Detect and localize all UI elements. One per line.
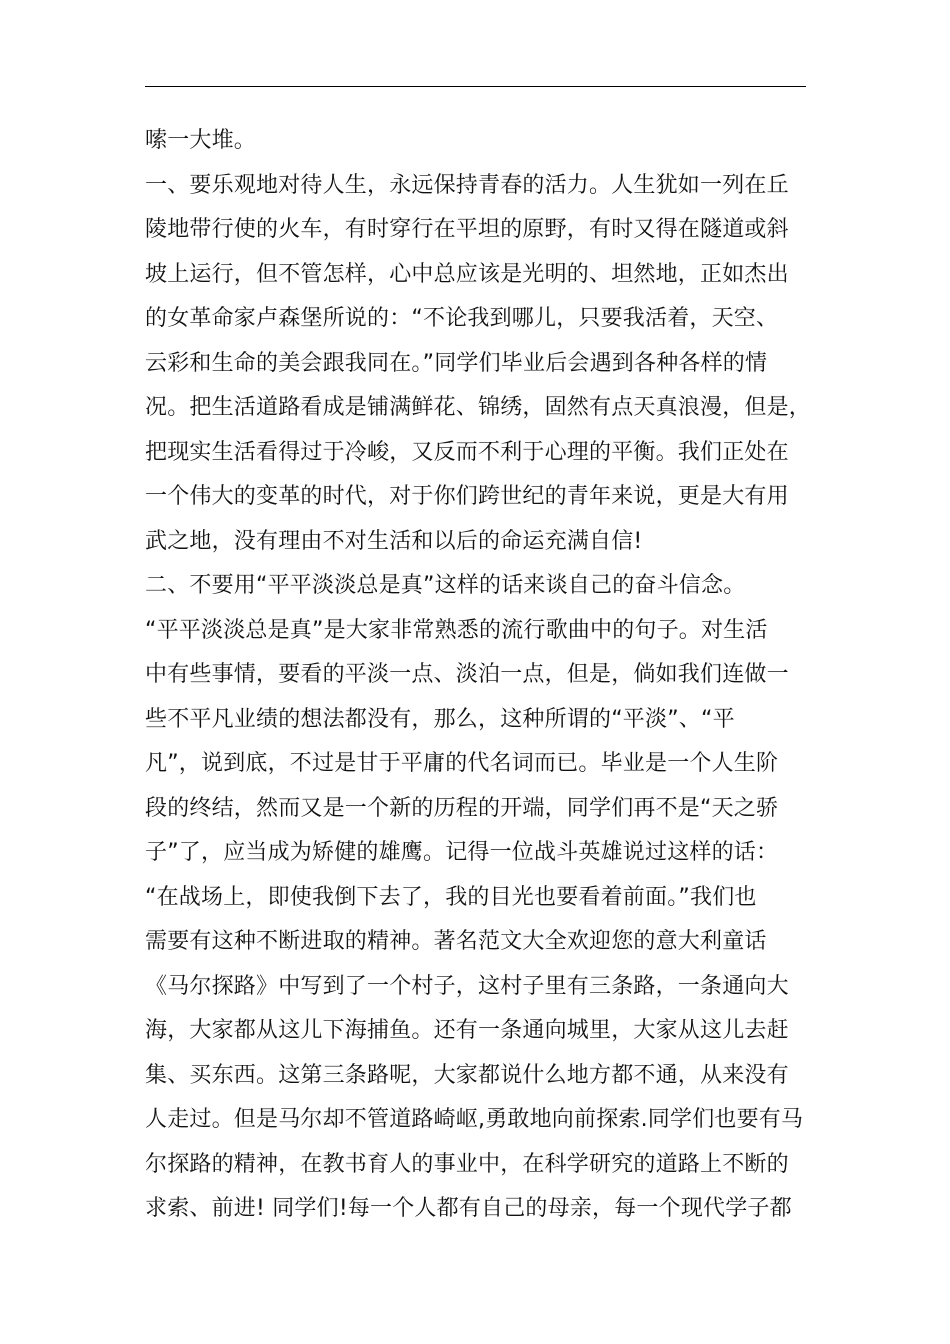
body-text [145, 119, 815, 1232]
text-line: 子”了，应当成为矫健的雄鹰。记得一位战斗英雄说过这样的话： [145, 840, 779, 865]
text-line: 把现实生活看得过于冷峻，又反而不利于心理的平衡。我们正处在 [145, 439, 789, 465]
text-line: 凡”，说到底，不过是甘于平庸的代名词而已。毕业是一个人生阶 [145, 751, 779, 776]
text-line: 集、买东西。这第三条路呢，大家都说什么地方都不通，从来没有 [145, 1062, 789, 1088]
text-line: 些不平凡业绩的想法都没有，那么，这种所谓的“平淡”、“平 [145, 706, 735, 732]
text-line: 一、要乐观地对待人生，永远保持青春的活力。人生犹如一列在丘 [145, 172, 789, 198]
text-line: 求索、前进! 同学们!每一个人都有自己的母亲，每一个现代学子都 [145, 1196, 792, 1221]
text-line: 的女革命家卢森堡所说的：“不论我到哪儿，只要我活着，天空、 [145, 306, 779, 331]
text-line: 二、不要用“平平淡淡总是真”这样的话来谈自己的奋斗信念。 [145, 573, 746, 598]
text-line: 况。把生活道路看成是铺满鲜花、锦绣，固然有点天真浪漫，但是， [145, 395, 812, 420]
text-line: 段的终结，然而又是一个新的历程的开端，同学们再不是“天之骄 [145, 795, 779, 821]
text-line: 陵地带行使的火车，有时穿行在平坦的原野，有时又得在隧道或斜 [145, 217, 789, 242]
header-rule [145, 86, 806, 87]
text-line: 需要有这种不断进取的精神。著名范文大全欢迎您的意大利童话 [145, 929, 767, 954]
text-line: “平平淡淡总是真”是大家非常熟悉的流行歌曲中的句子。对生活 [145, 617, 768, 643]
text-line: 云彩和生命的美会跟我同在。”同学们毕业后会遇到各种各样的情 [145, 350, 768, 376]
text-line: 一个伟大的变革的时代，对于你们跨世纪的青年来说，更是大有用 [145, 484, 789, 509]
text-line: “在战场上，即使我倒下去了，我的目光也要看着前面。”我们也 [145, 884, 757, 910]
text-line: 嗦一大堆。 [145, 128, 257, 153]
text-line: 尔探路的精神，在教书育人的事业中，在科学研究的道路上不断的 [145, 1151, 789, 1177]
text-line: 人走过。但是马尔却不管道路崎岖,勇敢地向前探索.同学们也要有马 [145, 1107, 804, 1132]
text-line: 坡上运行，但不管怎样，心中总应该是光明的、坦然地，正如杰出 [145, 261, 789, 287]
text-line: 《马尔探路》中写到了一个村子，这村子里有三条路，一条通向大 [145, 973, 789, 999]
text-line: 海，大家都从这儿下海捕鱼。还有一条通向城里，大家从这儿去赶 [145, 1018, 789, 1043]
text-line: 武之地，没有理由不对生活和以后的命运充满自信! [145, 528, 643, 554]
text-line: 中有些事情，要看的平淡一点、淡泊一点，但是，倘如我们连做一 [145, 662, 789, 687]
